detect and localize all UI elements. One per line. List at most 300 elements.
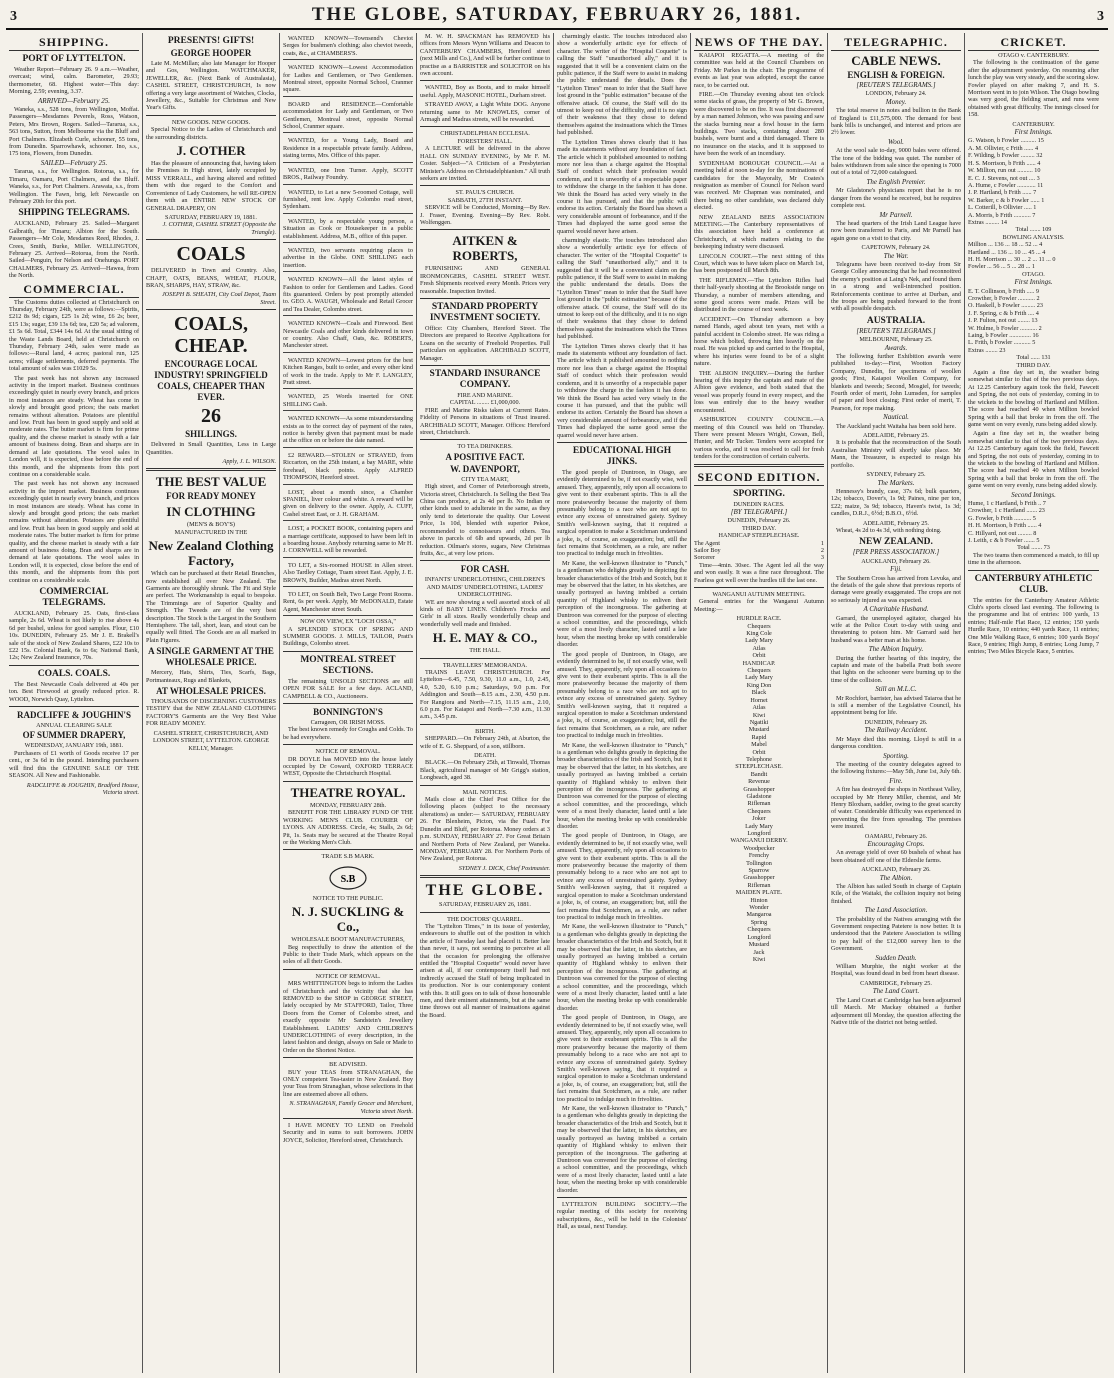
race-entry: Joker [752, 815, 766, 823]
news-text-8: THE ALBION INQUIRY.—During the further hearing of this inquiry the captain and mate of the Albion gave evidence, and both stated that the vessel was properly found in every respect, and the loss was entirely due to the heavy weather encountered. [694, 369, 824, 414]
steeplechase-2-heading: STEEPLECHASE. [735, 763, 783, 771]
adelaide-text: It is probable that the reconstruction of the South Australian Ministry will shortly take place. Mr Mann, the Treasurer, is expected to resign his portfolio. [831, 439, 961, 469]
lost-ad: TO LET, on South Belt, Two Large Front Rooms. Rent, 6s per week. Apply, Mr McDONALD, Estate Agent, Manchester street South. [283, 589, 413, 616]
albion-heading: The Albion Inquiry. [868, 645, 924, 654]
column-5 [554, 33, 691, 1373]
batting-list [968, 137, 1099, 218]
editorial-continued: charmingly elastic. The touches introduced also show a wonderfully artistic eye for effects of character. The writer of the "Hospital Coquette" is calling the Staff "unauthorised ally," and it is suggested that it will be a convenient claim on the public patience, if the Staff were to assist in making the public understand the details. Does the "Lyttelton Times" mean to infer that the Staff have lost ground in the "public estimation" because of the offensive attack. Of course, the Staff will do its utmost to keep out of the difficulty, and it is no sign of their weakness that they chose to defend themselves against the insinuations which the Times had published. [557, 33, 687, 137]
educational-text-7: The good people of Duntroon, in Otago, are evidently determined to be, if not exactly wise, well amused. They, apparently, rely upon all occasions to give vent to their exuberant spirits. This is all the more praiseworthy because the majority of them presumably belong to a race who are not apt to evince any excess of unrestrained gaiety. Sydney Smith's well-known saying, that it required a surgical operation to make a Scotchman understand a joke, is, of course, an exaggeration; but, still the fact remains that Scotchmen, as a rule, are rather too practical to indulge much in frivolities. [557, 1014, 687, 1103]
public-notice: NOTICE TO THE PUBLIC. [312, 894, 384, 902]
hooper-text: Late M. McMillan; also late Manager for Hooper and Gos, Wellington. WATCHMAKER, JEWELLER, &c. (Next Bank of Australasia), CASHEL STREET, CHRISTCHURCH, Is now offering a very large assortment of Watches, Clocks, Jewellery, &c., Suitable for Christmas and New Year's Gifts. [146, 60, 276, 112]
otago-match: OTAGO v. CANTERBURY. [998, 52, 1069, 59]
markets-heading: The Markets. [877, 478, 915, 487]
infants-text: WE are now showing a well assorted stock of all kinds of BABY LINEN. Children's Frocks and Girls' in all sizes. Really wonderfully cheap and wonderfully well made and finished. [420, 598, 550, 628]
sailed-heading: SAILED—February 25. [40, 158, 108, 167]
race-entry: Jack [753, 948, 765, 956]
race-place: 3 [820, 554, 824, 562]
travellers-heading: TRAVELLERS' MEMORANDA. [442, 661, 528, 669]
coal-price: 26 [201, 405, 221, 428]
race-entry: Rapid [751, 733, 767, 741]
new-goods-heading: NEW GOODS. NEW GOODS. [171, 118, 251, 126]
race-place: 1 [820, 539, 824, 547]
batting-row: E. C. J. Stevens, not out .... 3 [968, 174, 1040, 182]
steeple-entries [694, 771, 824, 838]
sydney-date: SYDNEY, February 25. [866, 471, 926, 479]
race-entry: Spring [750, 918, 768, 926]
race-entry: Black [751, 689, 767, 697]
albion-2-text: The Albion has sailed South in charge of Captain Kile, of the Waitaki, the collision inquiry not being finished. [831, 883, 961, 905]
derby-entries [694, 845, 824, 889]
educational-text-5: The good people of Duntroon, in Otago, are evidently determined to be, if not exactly wise, well amused. They, apparently, rely upon all occasions to give vent to their exuberant spirits. This is all the more praiseworthy because the majority of them presumably belong to a race who are not apt to evince any excess of unrestrained gaiety. Sydney Smith's well-known saying, that it required a surgical operation to make a Scotchman understand a joke, is, of course, an exaggeration; but, still the fact remains that Scotchmen, as a rule, are rather too practical to indulge much in frivolities. [557, 832, 687, 921]
removal2-text: MRS WHITTINGTON begs to inform the Ladies of Christchurch and the vicinity that she has REMOVED to the SHOP in GEORGE STREET, lately occupied by Mr STAFFORD, Tailor, Three Doors from the Corner of Colombo street, and exactly opposite Mr Sandstein's Jewellery Establishment. LADIES' AND CHILDREN'S UNDERCLOTHING of every description, in the latest fashion and design, always on Sale or Made to Order on the Shortest Notice. [283, 980, 413, 1054]
service-text: SERVICE will be Conducted, Morning—By Rev. J. Fraser, Evening. Evening—By Rev. Robt. Wolfenggen. [420, 204, 550, 226]
port-heading: PORT OF LYTTELTON. [22, 54, 126, 64]
otago-batting-list [968, 288, 1099, 347]
may-name: H. E. MAY & CO., [432, 630, 538, 646]
commercial-text: The Customs duties collected at Christchurch on Thursday, February 24th, were as follows:—Spirits, £212 8s 9d; cigars, £25 1s 2d; wine, £6 2s; beer, £15 13s; sugar, £39 13s 6d; tea, £20 5s; ad valorem, £1 5s 6d. Total, £344 14s 6d. At the usual sitting of the Waste Lands Board, held at Christchurch on Thursday, February 24th, sales were made as follows:—Rural land, 4 acres; pastoral run, 125 acres; village settlements, deferred payments. The total amount of sales was £1029 5s. [9, 298, 139, 373]
commercial-text-2: The past week has not shown any increased activity in the import market. Business continues exceedingly quiet in nearly every branch, and prices in most instances are steady. Wheat has come in slowly and brought good prices; the oats market remains without alteration. Potatoes are plentiful and low. Fruit has been in good supply and sold at moderate rates. The butter market is firm for prime quality, and the cheese market is steady with a fair amount of business doing. Bran and sharps are in demand at late quotations. The wool sales in London will, it is expected, close before the end of this month, and the shipments from this port continue on a considerable scale. [9, 374, 139, 478]
batting-row: W. Barker, c & b Fowler ...... 1 [968, 196, 1045, 204]
mail-notices-heading: MAIL NOTICES. [462, 788, 508, 796]
australia-sub: [REUTER'S TELEGRAMS.] [856, 326, 936, 335]
shipping-telegrams-text: AUCKLAND, February 25. Sailed—Margaret Galbraith, for Timaru; Albion for the South. Passengers—Mr Cole, Mesdames Reed, Rhodes, J. Crees, Smith, Burke, Miller. WELLINGTON, February 25. Arrived—Rotorua, from the North. Sailed—Penguin, for Nelson and Onehunga. PORT CHALMERS, February 25. Arrived—Hawea, from the North. [9, 220, 139, 280]
insurance-text: FIRE and Marine Risks taken at Current Rates. Fidelity of Persons in situations of Trust insured. ARCHIBALD SCOTT, Manager. Offices: Hereford street, Christchurch. [420, 406, 550, 437]
sudden-death-text: William Murphie, the night worker at the Hospital, was found dead in bed from heart disease. [831, 963, 961, 978]
handicap-heading: HANDICAP. [742, 659, 776, 667]
tea-text: High street, and Corner of Peterborough streets, Victoria street, Christchurch. Is Selling the Best Tea China can produce, at 2s 4d per lb. No Indian or other kinds used to adulterate in the same, as they only tend to deteriorate the quality. Our Lowest Price, 1s 10d, blended with superior Pekoe, recommended to connoisseurs and others. Tea above in parcels of 6lb and upwards, 2d per lb reduction. Oilman's stores, sugars, New Christmas fruits, &c., at very low prices. [420, 483, 550, 557]
wanganui-text: General entries for the Wanganui Autumn Meeting:— [694, 598, 824, 613]
australia-heading: AUSTRALIA. [866, 315, 926, 326]
coals-note: Delivered in Small Quantities, Less in Large Quantities. [146, 441, 276, 456]
column-2 [143, 33, 280, 1373]
fire-marine: FIRE AND MARINE. [457, 392, 513, 399]
race-result-row [694, 554, 824, 561]
commercial-telegrams-heading: COMMERCIAL TELEGRAMS. [39, 587, 109, 608]
race-entry: Mabel [751, 741, 767, 749]
column-8 [965, 33, 1102, 1373]
batting-row: Laing, b Fowler .............. 16 [968, 332, 1039, 340]
removal2-heading: NOTICE OF REMOVAL. [315, 972, 381, 980]
coals-ad: The Best Newcastle Coals delivered at 40s per ton. Best Firewood at greatly reduced price. R. WOOD, Norwich Quay, Lyttelton. [9, 680, 139, 703]
race-result-row [694, 540, 824, 547]
wanted-known-ad: WANTED KNOWN—All the latest styles of Fashion to order for Gentlemen and Ladies. Good fits guaranteed. Orders by post promptly attended to. GEO. A. WAUGH, Wholesale and Retail Grocer and Tea Dealer, Colombo street. [283, 274, 413, 316]
race-horse: Sorcerer [694, 554, 715, 562]
total: Total ....... 109 [1015, 226, 1052, 234]
factory-text: Which can be purchased at their Retail Branches, now established all over New Zealand. The Garments are thoroughly shrunk. The Fit and Style are perfect. The Workmanship is equal to bespoke. The Trimmings are of Superior Quality and Strength. The Tweeds are of the very best description. The Stock is the Largest in the Southern Hemisphere. The tall, short, lean, and stout can be equally well fitted. The Goods are as all marked in Plain Figures. [146, 570, 276, 644]
news-text-9: ASHBURTON COUNTY COUNCIL.—A meeting of this Council was held on Thursday. There were present Messrs Wright, Cowan, Bell, Hunter, and Mr Tucker. Tenders were accepted for various works, and it was resolved to call for fresh tenders for the construction of certain culverts. [694, 416, 824, 461]
race-entry: Chequers [747, 807, 771, 815]
auckland-date-2: AUCKLAND, February 26. [861, 866, 931, 874]
dunedin-date: DUNEDIN, February 26. [727, 517, 791, 525]
lost-ad: LOST, a POCKET BOOK, containing papers and a marriage certificate, supposed to have been left in a boarding house. Anybody returning same to Mr H. J. CORNWELL will be rewarded. [283, 523, 413, 558]
globe-date: SATURDAY, FEBRUARY 26, 1881. [439, 901, 531, 909]
arrived-text: Waneka, s.s., 528 tons, from Wellington, Moffat. Passengers—Mesdames Peverels, Ross, Watson, Peters, Mrs Brown, Rogers. Sailed—Tararua, s.s., 563 tons, Sutton, from Melbourne via the Bluff and Port Chalmers. Elizabeth Curle, schooner, 55 tons, from Dunedin. Sparrowhawk, schooner. Ino, s.s., 175 tons, Flowers, from Dunedin. [9, 106, 139, 158]
death-text: BLACK.—On February 25th, at Tinwald, Thomas Black, agricultural manager of Mr Grigg's station, Longbeach, aged 38. [420, 759, 551, 782]
for-cash: FOR CASH. [460, 564, 510, 575]
wanted-ad: WANTED, for a Young Lady, Board and Residence in a respectable private family. Address, stating terms, Mrs. Office of this paper. [283, 135, 413, 162]
dunedin-races: DUNEDIN RACES. [733, 500, 785, 508]
race-entry: Longford [747, 933, 771, 941]
second-batting-list [968, 500, 1099, 544]
removal-text: DR DOYLE has MOVED into the house lately occupied by Dr Coward, OXFORD TERRACE WEST, Opposite the Christchurch Hospital. [283, 755, 413, 778]
otago-extras: Extras ........ 23 [968, 346, 1006, 354]
batting-row: J. F. Spring, c & b Frith .... 4 [968, 309, 1039, 317]
race-entry: Mangaroa [746, 911, 772, 919]
hurdle-heading: HURDLE RACE. [736, 615, 782, 623]
fiji-text: The Southern Cross has arrived from Levuka, and the details of the gale show that previous reports of damage were greatly exaggerated. The crops are not so seriously injured as was expected. [831, 574, 961, 604]
nautical-heading: Nautical. [883, 413, 909, 422]
nautical-text: The Auckland yacht Waitaha has been sold here. [836, 422, 956, 430]
reuters-label: [REUTER'S TELEGRAMS.] [856, 81, 936, 89]
parnell-text: The head quarters of the Irish Land League have now been transferred to Paris, and Mr Parnell has again gone on a visit to that city. [831, 219, 961, 242]
sabbath-date: SABBATH, 27TH INSTANT. [447, 196, 523, 204]
adelaide-date: ADELAIDE, February 25. [863, 432, 929, 440]
batting-row: H. S. Morrison, b Frith ...... 4 [968, 159, 1041, 167]
mail-signature: SYDNEY J. DICK, Chief Postmaster. [458, 864, 550, 872]
awards-heading: Awards. [884, 343, 908, 352]
cable-news-heading: CABLE NEWS. [851, 53, 941, 68]
wanted-ad: WANTED, by a respectable young person, a Situation as Cook or Housekeeper in a public establishment. Address, M.B., office of this paper. [283, 216, 413, 243]
race-entry: Mustard [748, 941, 770, 949]
spackman-ad: M. W. H. SPACKMAN has REMOVED his offices from Messrs Wynn Williams and Deacon to CANTERBURY CHAMBERS, Hereford street (next Mills and Co.), And will be further continue to practise as a BARRISTER and SOLICITOR on his own account. [420, 33, 550, 78]
davenport-name: W. DAVENPORT, [450, 463, 520, 474]
wanted-ad: WANTED, to Let a new 5-roomed Cottage, well furnished, rent low. Apply Colombo road street, Sydenham. [283, 187, 413, 214]
may-sub: THE HALL. [469, 647, 501, 655]
dunedin-sub: [BY TELEGRAPH.] [730, 507, 788, 516]
column-6 [691, 33, 828, 1373]
race-entry: Tollington [746, 859, 772, 867]
third-day-text: Again a fine day set in, the weather being somewhat similar to that of the two previous days. At 12.25 Canterbury again took the field, Fawcett and Spring, the not outs of yesterday, coming in to the wickets to the bowling of Hartland and Millton. The score had reached 40 when Millton bowled Spring with a ball that broke in from the off. The game went on very evenly, runs being added slowly. [968, 369, 1099, 428]
new-zealand-heading: NEW ZEALAND. [859, 537, 933, 548]
svg-text:S.B: S.B [340, 873, 356, 885]
telegraphic-heading: TELEGRAPHIC. [831, 35, 961, 51]
lost-ad: LOST, about a month since, a Chamber SPANIEL, liver colour and white. A reward will be given on delivery to the owner. Apply, A. CUFF, Cashel street East, or J. H. GRAHAM. [283, 487, 413, 522]
steeplechase-heading: HANDICAP STEEPLECHASE. [718, 532, 800, 540]
race-entry: Rifleman [747, 800, 771, 808]
wanted-known-ad: WANTED KNOWN—Coals and Firewood. Best Newcastle Coals and other kinds delivered in town or country. Also Chaff, Oats, &c. ROBERTS, Manchester street. [283, 318, 413, 353]
strayed-ad: STRAYED AWAY, a Light White DOG. Anyone returning same to Mr KNOWLES, corner of Armagh and Madras streets, will be rewarded. [420, 101, 550, 124]
coals-sub: DELIVERED in Town and Country. Also, CHAFF, OATS, BEANS, WHEAT, FLOUR, BRAN, SHARPS, HAY, STRAW, &c. [146, 267, 276, 289]
maiden-heading: MAIDEN PLATE. [735, 889, 783, 897]
christadelphian-heading: CHRISTADELPHIAN ECCLESIA. [440, 130, 530, 138]
batting-row: J. P. Fulton, not out ........ 13 [968, 317, 1038, 325]
page-number: 3 [10, 9, 17, 24]
adelaide-text-2: Wheat, 4s 2d to 4s 3d, with nothing doing. [836, 526, 942, 534]
bowling-row: Millton ... 136 ... 18 ... 52 ... 4 [968, 241, 1043, 249]
awards-text: The following further Exhibition awards were published to-day:—First, Wootton Factory Company, Dunedin, for specimens of woollen goods; First, Kaiapoi Woollen Company, for blankets and tweeds; Second, Mosgiel, for tweeds; Fourth order of merit, John Lumsden, for samples of paper and boot closing; First order of merit, T. Pearson, for rope making. [831, 353, 961, 412]
dunedin-date-7: DUNEDIN, February 26. [864, 718, 928, 726]
race-entry: Grasshopper [743, 874, 775, 882]
lyttelton-building: LYTTELTON BUILDING SOCIETY.—The regular meeting of this society for receiving subscriptions, &c., will be held in the Colonists' Hall, as usual, next Tuesday. [557, 1200, 687, 1231]
wanted-ad: WANTED KNOWN—Townsend's Cheviot Serges for bushmen's clothing; also cheviot tweeds, coats, &c., at CHAMBERS'S. [283, 33, 413, 60]
news-text-4: NEW ZEALAND BEES ASSOCIATION MEETING.—The Canterbury representatives of this association have held a conference at Christchurch, at which matters relating to the beekeeping industry were discussed. [694, 213, 824, 251]
otago-heading: OTAGO. [1022, 270, 1045, 278]
race-entry: King Don [746, 681, 772, 689]
columns [6, 33, 1108, 1373]
cricket-text: The following is the continuation of the game after the adjournment yesterday. On resuming after lunch the play was very steady, and the scoring slow. Fowler played on after making 7, and H. S. Morrison went in to join Wilson. The Otago bowling was very good, the fielding smart, and runs were obtained with great difficulty. The innings closed for 158. [968, 59, 1099, 119]
commercial-heading: COMMERCIAL. [9, 282, 139, 298]
london-date: LONDON, February 24. [865, 90, 927, 98]
nz-sub: [PER PRESS ASSOCIATION.] [852, 548, 940, 557]
race-entry: Kiwi [752, 955, 766, 963]
radcliffe-sub: OF SUMMER DRAPERY, [22, 730, 126, 741]
batting-row: O. Haskell, b Fowler ......... 23 [968, 302, 1043, 310]
batting-row: Crowther, 1 c Hartland ....... 23 [968, 507, 1045, 515]
batting-row: Hume, 1 c Hartland, b Frith .. 7 [968, 499, 1046, 507]
land-court-text: The Land Court at Cambridge has been adjourned till March. Mr Mackay obtained a further adjournment till Monday, the question affecting the Native title of the district not being settled. [831, 996, 961, 1026]
commercial-telegrams-text: AUCKLAND, February 25. Oats, first-class sample, 2s 6d. Wheat is not likely to rise above 4s 6d per bushel, unless for good samples. Flour, £10 10s. DUNEDIN, February 25. Mr J. E. Brakell's sale of the stock of New Zealand Shares, £22 10s to £22 15s. Colonial Bank, 6s to 6s; National Bank, 12s; New Zealand Insurance, 70s. [9, 610, 139, 662]
race-entry: Gladstone [746, 792, 772, 800]
race-entry: Ngatiki [749, 718, 769, 726]
batting-row: F. Wilding, b Fowler ......... 32 [968, 152, 1043, 160]
wanted-known-ad: WANTED, 25 Words inserted for ONE SHILLING Cash. [283, 391, 413, 411]
wanted-ad: WANTED, one Iron Turner. Apply, SCOTT BROS., Railway Foundry. [283, 165, 413, 185]
race-entry: Frenchy [748, 852, 770, 860]
batting-row: A. Morris, b Frith ........... 7 [968, 211, 1036, 219]
parnell-heading: Mr Parnell. [879, 210, 913, 219]
aitken-name: AITKEN & ROBERTS, [452, 233, 518, 264]
race-entry: Atlas [752, 704, 766, 712]
capetown-date: CAPETOWN, February 24. [861, 244, 931, 252]
batting-row: C. Hillyard, not out ......... 8 [968, 529, 1037, 537]
batting-row: L. Cotterill, b Ollivier ..... 1 [968, 204, 1037, 212]
wool-heading: Wool. [888, 137, 904, 146]
race-entry: Telephone [746, 755, 772, 763]
handicap-entries [694, 667, 824, 763]
race-entry: Atlas [752, 644, 766, 652]
race-entry: Lady Mary [745, 822, 773, 830]
wanted-known-ad: WANTED KNOWN—Lowest prices for the best Kitchen Ranges, built to order, and every other kind of work in the trade. Apply to Mr F. LANGLEY, Pratt street. [283, 355, 413, 390]
editorial-continued-3: charmingly elastic. The touches introduced also show a wonderfully artistic eye for effects of character. The writer of the "Hospital Coquette" is calling the Staff "unauthorised ally," and it is suggested that it will be a convenient claim on the public patience, if the Staff were to assist in making the public understand the details. Does the "Lyttelton Times" mean to infer that the Staff have lost ground in the "public estimation" because of the offensive attack. Of course, the Staff will do its utmost to keep out of the difficulty, and it is no sign of their weakness that they chose to defend themselves against the insinuations which the Times had published. [557, 236, 687, 341]
batting-row: H. H. Morrison, b Frith ...... 4 [968, 522, 1042, 530]
column-7 [828, 33, 965, 1373]
birth-text: SHEPPARD.—On February 24th, at Aburton, the wife of E. G. Sheppard, of a son, stillborn. [420, 735, 550, 750]
montreal-text: The remaining UNSOLD SECTIONS are still OPEN FOR SALE for a few days. ACLAND, CAMPBELL & CO., Auctioneers. [283, 677, 413, 700]
coals-apply: Apply, J. L. WILSON. [222, 457, 276, 465]
wholesale-items: Mercery, Hats, Shirts, Ties, Scarfs, Bags, Portmanteaux, Rugs and Blankets, [146, 669, 276, 684]
manufactured-label: MANUFACTURED IN THE [174, 528, 248, 536]
money-heading: Money. [885, 97, 907, 106]
news-text-6: THE RIFLEMEN.—The Lyttelton Rifles had their half-yearly shooting at the Brookside range on Thursday, a number of members attending, and some good scores were made. Prizes will be distributed in the course of next week. [694, 276, 824, 314]
shillings-label: SHILLINGS. [185, 429, 237, 440]
batting-row: A. Hume, c Fowler ............ 11 [968, 181, 1044, 189]
sporting-7-text: The meeting of the country delegates agreed to the following fixtures:—May 5th, June 1st, July 6th. [831, 760, 961, 776]
standard-property-text: Office: City Chambers, Hereford Street. The Directors are prepared to Receive Applications for Loans on the security of Freehold Properties. Full particulars on application. ARCHIBALD SCOTT, Manager. [420, 324, 550, 362]
batting-row: Crowther, b Fowler ........... 2 [968, 295, 1040, 302]
removal-heading: NOTICE OF REMOVAL. [315, 748, 381, 756]
theatre-date: MONDAY, FEBRUARY 28th. [309, 801, 387, 809]
capital-line: CAPITAL ........ £1,000,000. [449, 399, 521, 407]
race-results [694, 540, 824, 562]
wanted-ad: WANTED KNOWN—Lowest Accommodation for Ladies and Gentlemen, or Two Gentlemen. Montreal street, opposite Normal School, Cranmer square. [283, 62, 413, 97]
mail-text: Mails close at the Chief Post Office for the following places (subject to the necessary alterations) as under:— SATURDAY, FEBRUARY 26. For Blenheim, Picton, via the Fuad. For Dunedin and Bluff, per Rotorua. Money orders at 3 p.m. SUNDAY, FEBRUARY 27. For Great Britain and Northern Ports of New Zealand, per Waneka. MONDAY, FEBRUARY 28. For Northern Ports of New Zealand, per Rotorua. [420, 796, 550, 863]
radcliffe-name: RADCLIFFE & JOUGHIN'S [16, 710, 131, 721]
cother-signature: J. COTHER, CASHEL STREET (Opposite the Triangle). [162, 221, 276, 236]
race-entry: Hinton [750, 896, 768, 904]
batting-row: L. Frith, b Fowler ........... 5 [968, 339, 1036, 347]
batting-row: W. Hulme, b Fowler ........... 2 [968, 324, 1042, 332]
column-3 [280, 33, 417, 1373]
coals-cheap-heading: COALS, CHEAP. [174, 313, 248, 358]
bonnington-sub: Carrageen, OR IRISH MOSS. [310, 719, 386, 727]
wool-text: At the wool sale to-day, 9000 bales were offered. The tone of the bidding was quiet. The number of bales withdrawn from sale since the opening is 7000 out of a total of 72,000 catalogued. [831, 147, 961, 177]
lost-ad: TO LET, a Six-roomed HOUSE in Allen street. Also Tardley Cottage, Tuam street East. Apply, J. E. BROWN, Builder, Madras street North. [283, 560, 413, 587]
news-text-2: FIRE.—On Thursday evening about ten o'clock some stacks of grass, the property of Mr G. Brown, were discovered to be on fire. It was first discovered by a man named Johnson, who was passing and saw the stacks burning near a fowl house in the farm buildings. Two stacks, containing about 280 bushels, were burnt and a third damaged. There is no insurance on the stacks, and it is supposed to have been the work of an incendiary. [694, 91, 824, 158]
bowling-row: H. H. Morrison ... 30 ... 2 ... 11 ... 0 [968, 255, 1056, 263]
mills-text: A SPLENDID STOCK OF SPRING AND SUMMER GOODS. J. MILLS, TAILOR, Pratt's Buildings, Colombo street. [283, 625, 413, 648]
sporting-7-heading: Sporting. [883, 751, 909, 760]
albion-2-heading: The Albion. [879, 873, 913, 882]
cother-date: SATURDAY, FEBRUARY 19, 1881. [165, 213, 257, 221]
premier-heading: The English Premier. [866, 177, 926, 186]
radcliffe-date: WEDNESDAY, JANUARY 19th, 1881. [24, 742, 124, 750]
race-entry: Lady Mary [745, 674, 773, 682]
bonnington-heading: BONNINGTON'S [313, 707, 383, 718]
sporting-heading: SPORTING. [733, 488, 785, 499]
encourage-text: ENCOURAGE LOCAL INDUSTRY! SPRINGFIELD COALS, CHEAPER THAN EVER. [154, 359, 268, 403]
positive-fact: A POSITIVE FACT. [445, 451, 525, 462]
race-entry: Revenue [748, 778, 770, 786]
bowling-row: Hartland ... 136 ... 10 ... 45 ... 4 [968, 248, 1046, 256]
race-result-row [694, 547, 824, 554]
trains-text: TRAINS LEAVE CHRISTCHURCH. For Lyttelton—6.45, 7.50, 9.30, 11.0 a.m., 1.0, 2.45, 4.0, 5.20, 6.10 p.m.; Saturdays, 9.0 p.m. For Addington and South—8.15 a.m., 2.30, 4.50 p.m. For Rangiora and North—7.15, 11.15 a.m., 2.10, 6.0 p.m. For Kaiapoi and North—7.30 a.m., 11.30 a.m., 3.45 p.m. [420, 668, 550, 721]
race-entry: Orbit [752, 652, 766, 660]
bowling-list [968, 241, 1099, 271]
batting-row: G. Watson, b Fowler .......... 15 [968, 137, 1044, 145]
theatre-text: BENEFIT FOR THE LIBRARY FUND OF THE WORKING MEN'S CLUB. COURIER OF LYONS. AN ADDRESS. Circle, 4s; Stalls, 2s 6d; Pit, 1s. Seats may be secured at the Theatre Royal or the Working Men's Club. [283, 809, 413, 846]
birth-heading: BIRTH. [475, 727, 495, 735]
cother-name: J. COTHER [176, 143, 246, 159]
radcliffe-sale: ANNUAL CLEARING SALE [36, 722, 112, 730]
derby-heading: WANGANUI DERBY. [730, 837, 788, 845]
race-entry: Kiwi [752, 711, 766, 719]
second-innings: Second Innings. [1011, 490, 1056, 499]
suckling-text: Beg respectfully to draw the attention of the Public to their Trade Mark, which appears on the soles of all their Goods. [283, 943, 413, 966]
column-4 [417, 33, 554, 1373]
sudden-death-heading: Sudden Death. [875, 953, 917, 962]
ready-money: FOR READY MONEY [166, 491, 256, 502]
news-text-3: SYDENHAM BOROUGH COUNCIL.—At a meeting held at noon to-day for the nominations of candidates for the Mayoralty, Mr Coates's resignation as member of Council for Nelson ward was received. Mr Chapman was nominated, and there being no other candidate, was declared duly elected. [694, 159, 824, 212]
english-foreign: ENGLISH & FOREIGN. [847, 70, 945, 80]
war-text: Telegrams have been received to-day from Sir George Colley announcing that he had reconnoitred the enemy's position at Laing's Nek, and found them in a strong and well-intrenched position. Reinforcements continue to arrive at Durban, and the troops are being pushed forward to the front with all possible despatch. [831, 260, 961, 313]
fiji-heading: Fiji. [890, 565, 902, 574]
stranaghan-signature: N. STRANAGHAN, Family Grocer and Merchant, Victoria street North. [289, 1100, 413, 1115]
educational-text: The good people of Duntroon, in Otago, are evidently determined to be, if not exactly wise, well amused. They, apparently, rely upon all occasions to give vent to their exuberant spirits. This is all the more praiseworthy because the majority of them presumably belong to a race who are not apt to evince any excess of unrestrained gaiety. Sydney Smith's well-known saying, that it required a surgical operation to make a Scotchman understand a joke, is, of course, an exaggeration; but, still the fact remains that Scotchmen, as a rule, are rather too practical to indulge much in frivolities. [557, 468, 687, 558]
batting-row: J. P. Hartland, b Frith ...... 7 [968, 189, 1037, 197]
educational-text-4: Mr Kane, the well-known illustrator to "Punch," is a gentleman who delights greatly in depicting the broader characteristics of the Irish and Scotch, but it may be observed that the latter, in his sketches, are usually portrayed as having imbibed a certain quantity of Highland whisky to enliven their perception of the incongruous. The gathering at Duntroon was convened for the purpose of electing a school committee, and the proceedings, which were of a most lively character, lasted until a late hour, when the meeting broke up with considerable disorder. [557, 741, 687, 831]
wanted-known-ad: WANTED KNOWN—As some misunderstanding exists as to the correct day of payment of the rates, notice is hereby given that payment must be made at the office on or before the date named. [283, 413, 413, 448]
third-day: THIRD DAY. [741, 524, 777, 532]
lost-ads [283, 450, 413, 616]
race-entry: Hornet [750, 696, 768, 704]
fire-text: A fire has destroyed the shops in Northeast Valley, occupied by Mr Henry Miller, chemist, and Mr Henry Bloxham, saddler, owing to the great scarcity of water. Considerable difficulty was experienced in preventing the fire from spreading. The premises were insured. [831, 786, 961, 831]
commercial-text-3: The past week has not shown any increased activity in the import market. Business continues exceedingly quiet in nearly every branch, and prices in most instances are steady. Wheat has come in slowly and brought good prices; the oats market remains without alteration. Potatoes are plentiful and low. Fruit has been in good supply and sold at moderate rates. The butter market is firm for prime quality, and the cheese market is steady with a fair amount of business doing. Bran and sharps are in demand at late quotations. The wool sales in London will, it is expected, close before the end of this month, and the shipments from this port continue on a considerable scale. [9, 480, 139, 584]
batting-row: G. Fowler, b Frith ........... 5 [968, 514, 1036, 522]
bowling-heading: BOWLING ANALYSIS. [1002, 233, 1065, 241]
trade-mark-logo [328, 865, 368, 891]
albion-text: During the further hearing of this inquiry, the captain and mate of the Isabella Pratt both swore that lights on the schooner were burning up to the time of the collision. [831, 654, 961, 684]
lecture-text: A LECTURE will be delivered in the above HALL ON SUNDAY EVENING, by Mr F. M. Coster. Subject—"A Criticism of a Presbyterian Minister's Address on Christadelphianism." All truth seekers are invited. [420, 145, 550, 182]
fire-heading: Fire. [889, 776, 903, 785]
race-note: Time—4min. 30sec. The Agent led all the way and won easily. It was a fine race throughout. The Fearless got well over the hurdles till the last one. [694, 561, 824, 584]
educational-text-8: Mr Kane, the well-known illustrator to "Punch," is a gentleman who delights greatly in depicting the broader characteristics of the Irish and Scotch, but it may be observed that the latter, in his sketches, are usually portrayed as having imbibed a certain quantity of Highland whisky to enliven their perception of the incongruous. The gathering at Duntroon was convened for the purpose of electing a school committee, and the proceedings, which were of a most lively character, lasted until a late hour, when the meeting broke up with considerable disorder. [557, 1105, 687, 1194]
new-goods-text: Special Notice to the Ladies of Christchurch and the surrounding districts. [146, 126, 276, 141]
masthead-title: THE GLOBE, SATURDAY, FEBRUARY 26, 1881. [311, 4, 803, 25]
globe-title: THE GLOBE. [425, 882, 545, 900]
presents-heading: PRESENTS! GIFTS! [167, 36, 255, 46]
adelaide-date-2: ADELAIDE, February 25. [863, 519, 929, 527]
race-entry: Chequers [747, 926, 771, 934]
lost-ad: £2 REWARD.—STOLEN or STRAYED, from Riccarton, on the 25th instant, a bay MARE, white forehead, black points. Apply ALFRED THOMPSON, Hereford street. [283, 450, 413, 485]
clothing-heading: IN CLOTHING [166, 504, 256, 520]
race-entry: Lady Mary [745, 637, 773, 645]
race-horse: The Agent [694, 539, 720, 547]
race-entry: King Cole [746, 630, 772, 638]
editorial-heading: THE DOCTORS' QUARREL. [447, 915, 523, 923]
now-on-view: NOW ON VIEW, EX "LOCH OSSA," [300, 618, 396, 626]
editorial-continued-4: The Lyttelton Times shows clearly that it has made its statements without any foundation of fact. The article which it published amounted to nothing more nor less than a charge against the Hospital Staff of conduct which their profession would condemn, and it is unworthy of a respectable paper to withdraw the charge in the fashion it has done. We think the Board has acted very wisely in the course it has pursued, and that the public will endorse its action. Certainly the Board has shown a very considerable amount of forbearance, and if the Times had displayed the same good sense the quarrel would never have arisen. [557, 342, 687, 439]
race-entry: Orbit [752, 748, 766, 756]
wanted-ad: WANTED, two servants requiring places to advertise in the Globe. ONE SHILLING each insertion. [283, 245, 413, 272]
column-1 [6, 33, 143, 1373]
suckling-sub: WHOLESALE BOOT MANUFACTURERS, [291, 936, 405, 944]
mlc-heading: Still an M.L.C. [875, 685, 917, 694]
cambridge-date: CAMBRIDGE, February 25. [860, 979, 932, 987]
race-place: 2 [820, 546, 824, 554]
melbourne-date: MELBOURNE, February 25. [859, 336, 933, 344]
race-entry: Rifleman [747, 881, 771, 889]
montreal-heading: MONTREAL STREET SECTIONS. [300, 654, 396, 676]
race-entry: Mustard [748, 726, 770, 734]
boots-ad: WANTED, Boy as Boots, and to make himself useful. Apply, MASONIC HOTEL, Durham street. [420, 84, 550, 99]
nz-clothing-factory: New Zealand Clothing Factory, [148, 538, 274, 569]
bowling-row: Fowler ... 56 ... 5 ... 28 ... 1 [968, 263, 1036, 271]
coals-heading: COALS. COALS. [37, 668, 111, 679]
radcliffe-text: Purchasers of £1 worth of Goods receive 17 per cent., or 3s 6d in the pound. Intending purchasers will find this the GENUINE SALE OF THE SEASON. All New and Fashionable. [9, 749, 139, 780]
race-entry: Grasshopper [743, 785, 775, 793]
standard-insurance-heading: STANDARD INSURANCE COMPANY. [429, 369, 541, 390]
railway-text: Mr Maye died this morning. Lloyd is still in a dangerous condition. [831, 735, 961, 751]
war-heading: The War. [883, 251, 909, 260]
single-garment: A SINGLE GARMENT AT THE WHOLESALE PRICE. [148, 646, 274, 668]
standard-property-heading: STANDARD PROPERTY INVESTMENT SOCIETY. [429, 301, 541, 323]
otago-total: Total ...... 131 [1016, 354, 1051, 362]
railway-heading: The Railway Accident. [864, 726, 928, 735]
race-entry: Bandit [750, 770, 768, 778]
news-text-5: LINCOLN COURT.—The next sitting of this Court, which was to have taken place on March 1st, has been postponed till March 8th. [694, 252, 824, 275]
bonnington-text: The best known remedy for Coughs and Colds. To be had everywhere. [283, 726, 413, 741]
death-heading: DEATH. [474, 752, 496, 760]
charitable-heading: A Charitable Husband. [863, 605, 929, 614]
aitken-text: FURNISHING AND GENERAL IRONMONGERS, CASHEL STREET WEST. Fresh Shipments received every Month. Prices very reasonable. Inspection Invited. [420, 265, 550, 295]
crops-text: An average yield of over 60 bushels of wheat has been obtained off one of the Elderslie farms. [831, 849, 961, 864]
oamaru-date: OAMARU, February 26. [864, 832, 928, 840]
batting-row: E. T. Collinson, b Frith ..... 9 [968, 287, 1039, 295]
race-entry: Sparrow [748, 867, 770, 875]
cricket-heading: CRICKET. [968, 35, 1099, 51]
trade-mark-label: TRADE S.B MARK. [321, 853, 375, 861]
money-ad: I HAVE MONEY TO LEND on Freehold Security and in sums to suit borrowers. JOHN JOYCE, Solicitor, Hereford street, Christchurch. [283, 1122, 413, 1144]
news-text-1: KAIAPOI REGATTA.—A meeting of the committee was held at the Council Chambers on Friday. Mr Parkes in the chair. The programme of events as last year was adopted, except the canoe race, to be carried out. [694, 52, 824, 89]
money-text: The total reserve in notes and bullion in the Bank of England is £11,575,000. The demand for best bank bills is unchanged, and interest and prices are 2½ lower. [831, 107, 961, 137]
cashel-address: CASHEL STREET, CHRISTCHURCH, AND LONDON STREET, LYTTELTON. GEORGE KELLY, Manager. [153, 729, 269, 752]
maiden-entries [694, 897, 824, 964]
page-number-right: 3 [1097, 9, 1104, 24]
crops-heading: Encouraging Crops. [867, 839, 925, 848]
athletic-heading: CANTERBURY ATHLETIC CLUB. [974, 573, 1093, 595]
mlc-text: Mr Rochfort, barrister, has advised Taiaroa that he is still a member of the Legislative Council, his appointment being for life. [831, 694, 961, 717]
news-text-7: ACCIDENT.—On Thursday afternoon a boy named Hands, aged about ten years, met with a painful accident in Colombo street. He was riding a horse which bolted, throwing him heavily on the road. He was picked up and carried to the Hospital, where his injuries were found to be of a slight nature. [694, 315, 824, 368]
